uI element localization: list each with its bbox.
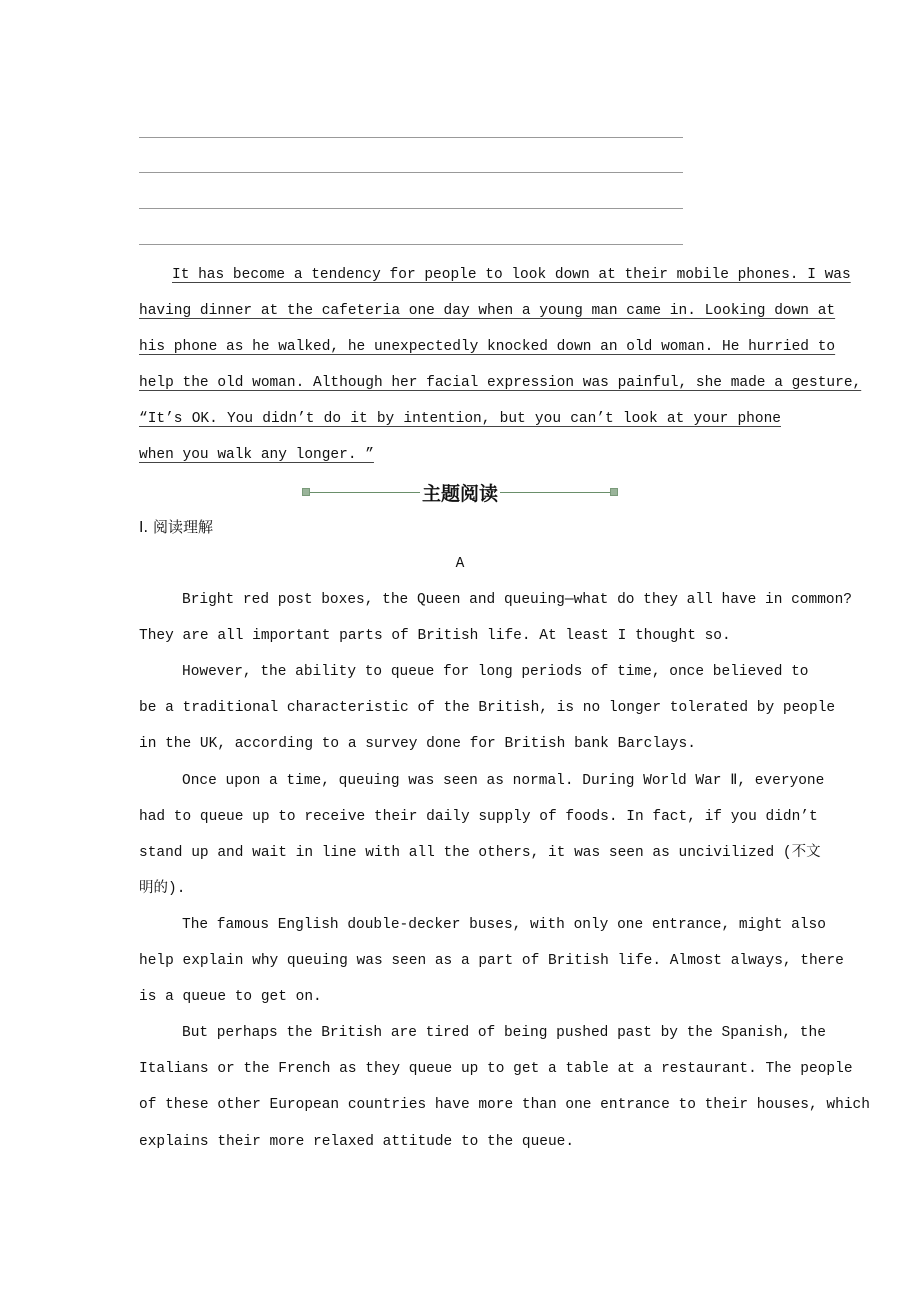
answer-blank-line	[139, 208, 683, 209]
banner-rule	[500, 492, 610, 493]
article-line: The famous English double-decker buses, with only one entrance, might also	[182, 916, 826, 933]
article-line: is a queue to get on.	[139, 989, 322, 1006]
answer-blank-line	[139, 137, 683, 138]
article-line: However, the ability to queue for long periods of time, once believed to	[182, 664, 809, 681]
article-line: be a traditional characteristic of the British, is no longer tolerated by people	[139, 700, 836, 717]
article-line: had to queue up to receive their daily supply of foods. In fact, if you didn’t	[139, 808, 818, 825]
banner-title: 主题阅读	[422, 482, 499, 505]
article-line: help explain why queuing was seen as a part of British life. Almost always, there	[139, 953, 844, 969]
article-line: Italians or the French as they queue up to get a table at a restaurant. The people	[139, 1061, 853, 1078]
passage-line: “It’s OK. You didn’t do it by intention, but you can’t look at your phone	[139, 411, 781, 427]
article-line: They are all important parts of British life. At least I thought so.	[139, 628, 731, 645]
banner-ornament-icon	[302, 488, 310, 496]
article-line: stand up and wait in line with all the others, it was seen as uncivilized (不文	[139, 844, 821, 861]
banner-ornament-icon	[610, 488, 618, 496]
passage-line: help the old woman. Although her facial expression was painful, she made a gesture,	[139, 375, 862, 391]
article-line: in the UK, according to a survey done for British bank Barclays.	[139, 736, 696, 753]
article-line: Once upon a time, queuing was seen as normal. During World War Ⅱ, everyone	[182, 772, 825, 789]
article-line: of these other European countries have more than one entrance to their houses, which	[139, 1097, 870, 1114]
answer-blank-line	[139, 244, 683, 245]
article-line: explains their more relaxed attitude to the queue.	[139, 1133, 575, 1150]
banner-rule	[310, 492, 420, 493]
section-heading: Ⅰ. 阅读理解	[139, 518, 213, 536]
passage-line: having dinner at the cafeteria one day when a young man came in. Looking down at	[139, 303, 836, 319]
article-line: But perhaps the British are tired of being pushed past by the Spanish, the	[182, 1025, 826, 1042]
passage-line: his phone as he walked, he unexpectedly knocked down an old woman. He hurried to	[139, 339, 836, 355]
article-line: Bright red post boxes, the Queen and queuing—what do they all have in common?	[182, 592, 853, 608]
article-label: A	[455, 556, 465, 572]
section-banner	[302, 478, 618, 506]
passage-line: It has become a tendency for people to look down at their mobile phones. I was	[172, 267, 851, 283]
answer-blank-line	[139, 172, 683, 173]
article-line: 明的).	[139, 880, 186, 897]
passage-line: when you walk any longer. ”	[139, 447, 374, 463]
